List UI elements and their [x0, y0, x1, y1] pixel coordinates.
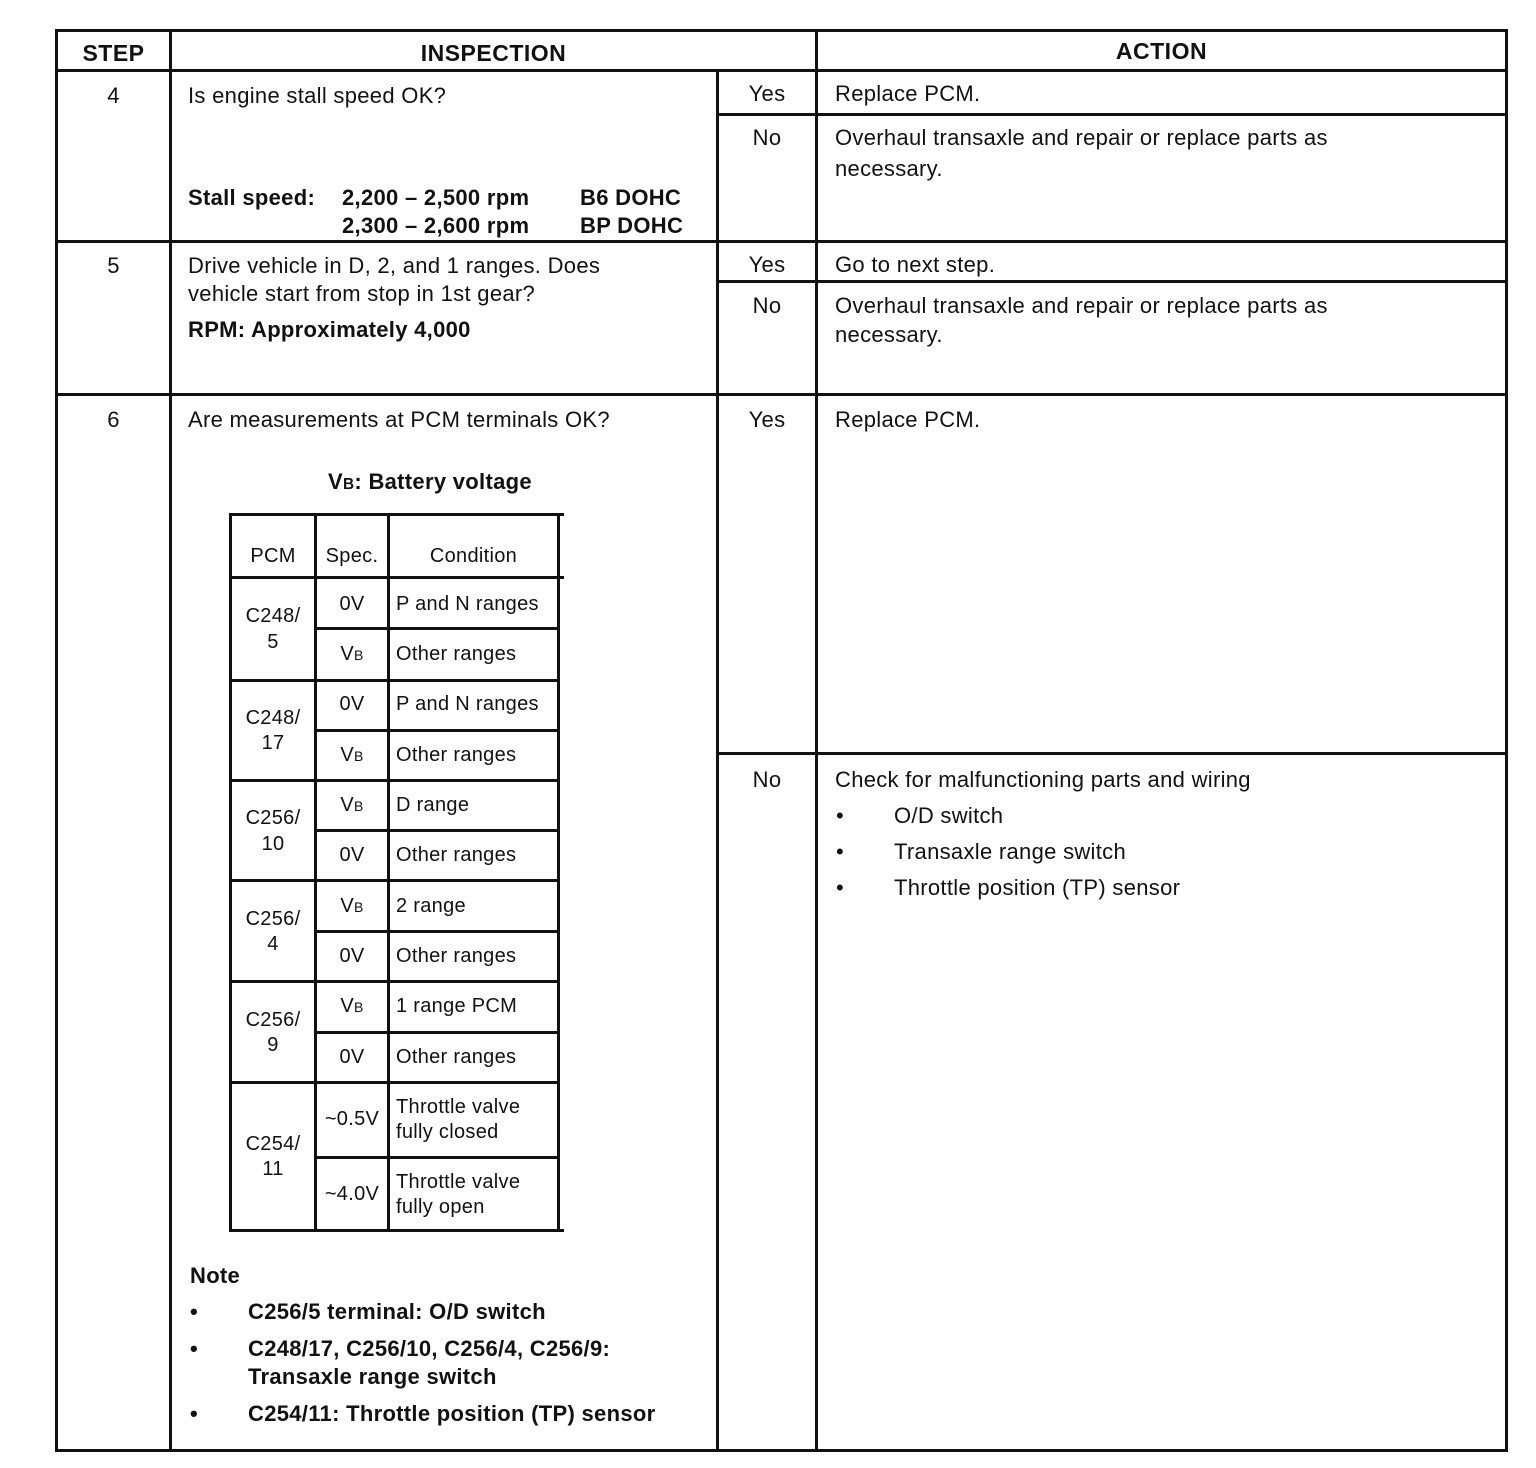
no-action: Check for malfunctioning parts and wiring — [835, 767, 1251, 792]
pcm-terminal: 17 — [261, 732, 285, 754]
note-item-cont: Transaxle range switch — [248, 1364, 497, 1389]
inspection-question: Is engine stall speed OK? — [188, 83, 447, 108]
pcm-table-right — [557, 513, 560, 1232]
pcm-condition: P and N ranges — [396, 593, 539, 615]
header-inspection: INSPECTION — [420, 40, 567, 66]
step4-bottom — [55, 240, 1508, 243]
battery-voltage-label — [328, 468, 532, 499]
pcm-subrow-divider — [314, 1156, 560, 1159]
no-action-bullet: • — [836, 875, 845, 900]
stall-speed-engine-1: B6 DOHC — [580, 185, 682, 210]
pcm-condition: Throttle valve — [396, 1171, 521, 1193]
pcm-spec: VB — [340, 895, 364, 917]
pcm-spec: 0V — [339, 844, 365, 866]
step5-bottom — [55, 393, 1508, 396]
no-action-bullet: • — [836, 803, 845, 828]
pcm-spec: 0V — [339, 1046, 365, 1068]
inspection-question-line-1: Drive vehicle in D, 2, and 1 ranges. Does — [188, 253, 601, 278]
pcm-group-divider — [229, 1081, 560, 1084]
pcm-terminal: C256/ — [245, 1009, 301, 1031]
no-action-line-2: necessary. — [835, 156, 943, 181]
no-action-line-1: Overhaul transaxle and repair or replace parts as — [835, 293, 1328, 318]
yes-label: Yes — [748, 407, 786, 432]
table-border-top — [55, 29, 1508, 32]
header-divider — [55, 69, 1508, 72]
pcm-spec: ~4.0V — [324, 1183, 380, 1205]
pcm-condition: Other ranges — [396, 1046, 517, 1068]
pcm-group-divider — [229, 980, 560, 983]
pcm-spec: 0V — [339, 593, 365, 615]
header-step: STEP — [82, 40, 145, 66]
pcm-terminal: 9 — [267, 1034, 279, 1056]
pcm-terminal: C248/ — [245, 605, 301, 627]
pcm-spec: VB — [340, 643, 364, 665]
pcm-condition: 2 range — [396, 895, 466, 917]
pcm-subrow-divider — [314, 930, 560, 933]
pcm-table-col2 — [387, 513, 390, 1232]
pcm-table-top — [229, 513, 564, 516]
pcm-condition: 1 range PCM — [396, 995, 518, 1017]
no-label: No — [752, 767, 782, 792]
pcm-group-divider — [229, 879, 560, 882]
no-action-item: Transaxle range switch — [894, 839, 1126, 864]
pcm-group-divider — [229, 779, 560, 782]
yes-action: Go to next step. — [835, 252, 996, 277]
pcm-subrow-divider — [314, 729, 560, 732]
pcm-condition: fully open — [396, 1196, 485, 1218]
battery-voltage-text: VB: Battery voltage — [328, 469, 532, 494]
step-number: 5 — [107, 253, 120, 278]
pcm-condition: Throttle valve — [396, 1096, 521, 1118]
pcm-condition: Other ranges — [396, 844, 517, 866]
pcm-table-bottom — [229, 1229, 564, 1232]
note-item: C256/5 terminal: O/D switch — [248, 1299, 546, 1324]
pcm-spec: VB — [340, 744, 364, 766]
yes-action: Replace PCM. — [835, 407, 981, 432]
note-bullet: • — [190, 1401, 199, 1426]
step4-yes-no-divider — [716, 113, 1508, 116]
pcm-group-divider — [229, 679, 560, 682]
step6-yes-no-divider — [716, 752, 1508, 755]
no-action-bullet: • — [836, 839, 845, 864]
header-action: ACTION — [1115, 38, 1208, 64]
note-item: C254/11: Throttle position (TP) sensor — [248, 1401, 656, 1426]
pcm-spec: VB — [340, 794, 364, 816]
yes-label: Yes — [748, 81, 786, 106]
step-number: 4 — [107, 83, 120, 108]
no-action-line-1: Overhaul transaxle and repair or replace parts as — [835, 125, 1328, 150]
pcm-header-spec: Spec. — [325, 545, 379, 567]
inspection-question: Are measurements at PCM terminals OK? — [188, 407, 610, 432]
pcm-terminal: 5 — [267, 631, 279, 653]
note-bullet: • — [190, 1299, 199, 1324]
pcm-terminal: 4 — [267, 933, 279, 955]
pcm-subrow-divider — [314, 1031, 560, 1034]
stall-speed-value-2: 2,300 – 2,600 rpm — [342, 213, 530, 238]
pcm-terminal: 10 — [261, 833, 285, 855]
pcm-terminal: C256/ — [245, 807, 301, 829]
pcm-spec: 0V — [339, 693, 365, 715]
pcm-terminal: 11 — [262, 1158, 284, 1180]
no-label: No — [752, 125, 782, 150]
stall-speed-label: Stall speed: — [188, 185, 316, 210]
pcm-spec: VB — [340, 995, 364, 1017]
pcm-header-pcm: PCM — [250, 545, 296, 567]
rpm-spec: RPM: Approximately 4,000 — [188, 317, 471, 342]
no-action-item: O/D switch — [894, 803, 1004, 828]
pcm-condition: fully closed — [396, 1121, 499, 1143]
pcm-subrow-divider — [314, 627, 560, 630]
pcm-terminal: C254/ — [245, 1133, 301, 1155]
table-border-bottom — [55, 1449, 1508, 1452]
note-bullet: • — [190, 1336, 199, 1361]
step-number: 6 — [107, 407, 120, 432]
pcm-condition: P and N ranges — [396, 693, 539, 715]
step5-yes-no-divider — [716, 280, 1508, 283]
yes-label: Yes — [748, 252, 786, 277]
no-label: No — [752, 293, 782, 318]
note-item: C248/17, C256/10, C256/4, C256/9: — [248, 1336, 611, 1361]
pcm-terminal: C256/ — [245, 908, 301, 930]
pcm-spec: ~0.5V — [324, 1108, 380, 1130]
pcm-condition: D range — [396, 794, 470, 816]
stall-speed-value-1: 2,200 – 2,500 rpm — [342, 185, 530, 210]
pcm-condition: Other ranges — [396, 643, 517, 665]
pcm-header-divider — [229, 576, 564, 579]
pcm-spec: 0V — [339, 945, 365, 967]
pcm-terminal: C248/ — [245, 707, 301, 729]
pcm-condition: Other ranges — [396, 945, 517, 967]
inspection-question-line-2: vehicle start from stop in 1st gear? — [188, 281, 536, 306]
no-action-item: Throttle position (TP) sensor — [894, 875, 1181, 900]
yes-action: Replace PCM. — [835, 81, 981, 106]
no-action-line-2: necessary. — [835, 322, 943, 347]
note-title: Note — [190, 1263, 241, 1288]
pcm-condition: Other ranges — [396, 744, 517, 766]
pcm-subrow-divider — [314, 829, 560, 832]
stall-speed-engine-2: BP DOHC — [580, 213, 684, 238]
pcm-header-condition: Condition — [429, 545, 518, 567]
